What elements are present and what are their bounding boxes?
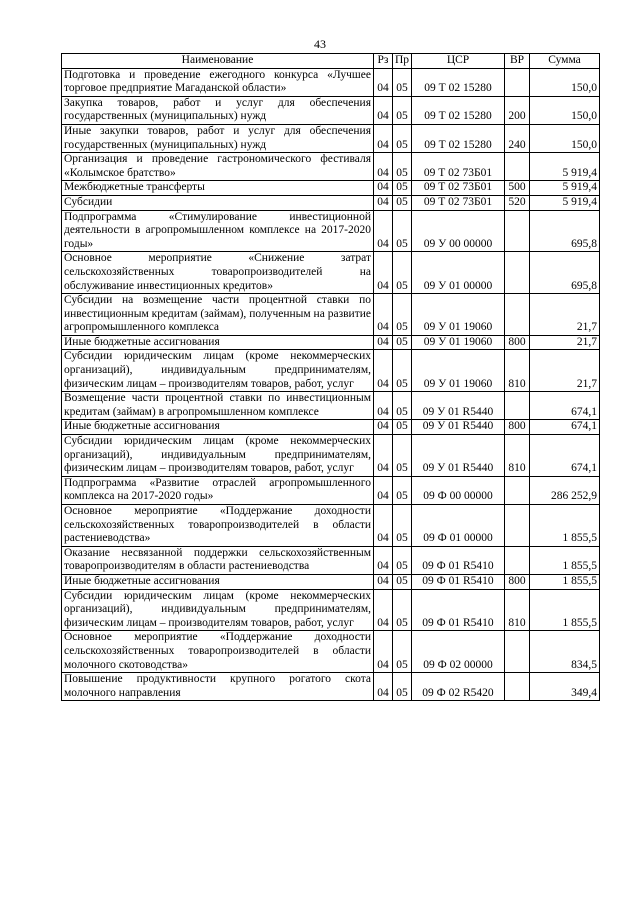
table-row — [62, 631, 600, 673]
table-row — [62, 294, 600, 336]
cell-name: Организация и проведение гастрономического фестиваля «Колымское братство» — [62, 153, 374, 181]
column-header-sum: Сумма — [530, 54, 600, 69]
cell-vr: 800 — [505, 574, 530, 589]
cell-vr — [505, 505, 530, 547]
cell-vr — [505, 631, 530, 673]
cell-rz: 04 — [374, 210, 393, 252]
table-row — [62, 420, 600, 435]
cell-csr: 09 Ф 01 00000 — [412, 505, 505, 547]
cell-csr: 09 У 01 00000 — [412, 252, 505, 294]
cell-name: Иные бюджетные ассигнования — [62, 420, 374, 435]
cell-name: Закупка товаров, работ и услуг для обеспечения государственных (муниципальных) нужд — [62, 96, 374, 124]
cell-pr: 05 — [393, 68, 412, 96]
cell-csr: 09 У 01 R5440 — [412, 420, 505, 435]
cell-name: Подпрограмма «Развитие отраслей агропромышленного комплекса на 2017-2020 годы» — [62, 476, 374, 504]
table-row — [62, 574, 600, 589]
cell-rz: 04 — [374, 252, 393, 294]
cell-pr: 05 — [393, 350, 412, 392]
cell-rz: 04 — [374, 435, 393, 477]
table-row — [62, 505, 600, 547]
cell-csr: 09 Т 02 73Б01 — [412, 195, 505, 210]
cell-pr: 05 — [393, 294, 412, 336]
table-row — [62, 392, 600, 420]
cell-csr: 09 У 01 19060 — [412, 294, 505, 336]
cell-rz: 04 — [374, 124, 393, 152]
cell-name: Субсидии юридическим лицам (кроме некоммерческих организаций), индивидуальным предпринимателям, физическим лицам – производителям товаров, работ, услуг — [62, 435, 374, 477]
cell-sum: 349,4 — [530, 673, 600, 701]
cell-sum: 5 919,4 — [530, 181, 600, 196]
cell-csr: 09 У 00 00000 — [412, 210, 505, 252]
cell-sum: 286 252,9 — [530, 476, 600, 504]
table-row — [62, 350, 600, 392]
cell-name: Основное мероприятие «Снижение затрат сельскохозяйственных товаропроизводителей на обслуживание инвестиционных кредитов» — [62, 252, 374, 294]
cell-rz: 04 — [374, 420, 393, 435]
cell-sum: 1 855,5 — [530, 574, 600, 589]
cell-name: Повышение продуктивности крупного рогатого скота молочного направления — [62, 673, 374, 701]
cell-sum: 674,1 — [530, 435, 600, 477]
cell-rz: 04 — [374, 153, 393, 181]
cell-vr: 200 — [505, 96, 530, 124]
cell-sum: 5 919,4 — [530, 195, 600, 210]
cell-vr: 810 — [505, 350, 530, 392]
cell-sum: 21,7 — [530, 350, 600, 392]
table-row — [62, 181, 600, 196]
cell-csr: 09 У 01 19060 — [412, 350, 505, 392]
cell-rz: 04 — [374, 574, 393, 589]
cell-csr: 09 У 01 R5440 — [412, 435, 505, 477]
cell-sum: 150,0 — [530, 68, 600, 96]
table-row — [62, 252, 600, 294]
cell-vr: 810 — [505, 589, 530, 631]
cell-pr: 05 — [393, 589, 412, 631]
cell-csr: 09 Т 02 15280 — [412, 96, 505, 124]
cell-vr — [505, 673, 530, 701]
cell-rz: 04 — [374, 181, 393, 196]
cell-csr: 09 Т 02 15280 — [412, 68, 505, 96]
table-row — [62, 96, 600, 124]
cell-csr: 09 Ф 02 00000 — [412, 631, 505, 673]
table-row — [62, 124, 600, 152]
column-header-csr: ЦСР — [412, 54, 505, 69]
cell-pr: 05 — [393, 476, 412, 504]
cell-vr: 800 — [505, 335, 530, 350]
cell-vr — [505, 392, 530, 420]
column-header-pr: Пр — [393, 54, 412, 69]
table-row — [62, 589, 600, 631]
cell-pr: 05 — [393, 673, 412, 701]
cell-vr: 810 — [505, 435, 530, 477]
cell-pr: 05 — [393, 335, 412, 350]
cell-sum: 1 855,5 — [530, 546, 600, 574]
cell-pr: 05 — [393, 435, 412, 477]
table-row — [62, 476, 600, 504]
cell-sum: 695,8 — [530, 252, 600, 294]
cell-pr: 05 — [393, 153, 412, 181]
cell-name: Иные закупки товаров, работ и услуг для обеспечения государственных (муниципальных) нужд — [62, 124, 374, 152]
cell-rz: 04 — [374, 505, 393, 547]
cell-csr: 09 Ф 01 R5410 — [412, 589, 505, 631]
column-header-vr: ВР — [505, 54, 530, 69]
cell-pr: 05 — [393, 96, 412, 124]
cell-pr: 05 — [393, 210, 412, 252]
cell-sum: 150,0 — [530, 124, 600, 152]
cell-sum: 21,7 — [530, 294, 600, 336]
cell-name: Основное мероприятие «Поддержание доходности сельскохозяйственных товаропроизводителей в области растениеводства» — [62, 505, 374, 547]
cell-name: Субсидии юридическим лицам (кроме некоммерческих организаций), индивидуальным предпринимателям, физическим лицам – производителям товаров, работ, услуг — [62, 350, 374, 392]
cell-rz: 04 — [374, 350, 393, 392]
cell-name: Иные бюджетные ассигнования — [62, 574, 374, 589]
cell-csr: 09 Т 02 73Б01 — [412, 153, 505, 181]
cell-rz: 04 — [374, 335, 393, 350]
cell-csr: 09 Т 02 73Б01 — [412, 181, 505, 196]
cell-vr — [505, 294, 530, 336]
cell-vr — [505, 546, 530, 574]
cell-rz: 04 — [374, 589, 393, 631]
cell-vr — [505, 210, 530, 252]
cell-csr: 09 Ф 02 R5420 — [412, 673, 505, 701]
cell-rz: 04 — [374, 195, 393, 210]
table-header-row — [62, 54, 600, 69]
cell-name: Подпрограмма «Стимулирование инвестиционной деятельности в агропромышленном комплексе на 2017-2020 годы» — [62, 210, 374, 252]
cell-rz: 04 — [374, 476, 393, 504]
cell-pr: 05 — [393, 420, 412, 435]
cell-vr: 240 — [505, 124, 530, 152]
cell-sum: 1 855,5 — [530, 505, 600, 547]
cell-csr: 09 Ф 01 R5410 — [412, 574, 505, 589]
cell-rz: 04 — [374, 392, 393, 420]
cell-pr: 05 — [393, 392, 412, 420]
table-row — [62, 546, 600, 574]
cell-pr: 05 — [393, 631, 412, 673]
cell-sum: 674,1 — [530, 420, 600, 435]
cell-vr: 520 — [505, 195, 530, 210]
cell-pr: 05 — [393, 181, 412, 196]
page-number: 43 — [314, 37, 326, 51]
cell-vr: 500 — [505, 181, 530, 196]
cell-pr: 05 — [393, 546, 412, 574]
cell-sum: 150,0 — [530, 96, 600, 124]
cell-pr: 05 — [393, 574, 412, 589]
cell-name: Иные бюджетные ассигнования — [62, 335, 374, 350]
cell-name: Субсидии юридическим лицам (кроме некоммерческих организаций), индивидуальным предпринимателям, физическим лицам – производителям товаров, работ, услуг — [62, 589, 374, 631]
column-header-rz: Рз — [374, 54, 393, 69]
cell-sum: 695,8 — [530, 210, 600, 252]
table-row — [62, 210, 600, 252]
cell-name: Субсидии — [62, 195, 374, 210]
cell-rz: 04 — [374, 631, 393, 673]
cell-csr: 09 У 01 R5440 — [412, 392, 505, 420]
cell-rz: 04 — [374, 68, 393, 96]
cell-rz: 04 — [374, 546, 393, 574]
cell-name: Возмещение части процентной ставки по инвестиционным кредитам (займам) в агропромышленном комплексе — [62, 392, 374, 420]
cell-sum: 1 855,5 — [530, 589, 600, 631]
table-row — [62, 335, 600, 350]
cell-vr — [505, 252, 530, 294]
table-row — [62, 153, 600, 181]
cell-name: Подготовка и проведение ежегодного конкурса «Лучшее торговое предприятие Магаданской области» — [62, 68, 374, 96]
cell-csr: 09 У 01 19060 — [412, 335, 505, 350]
cell-name: Основное мероприятие «Поддержание доходности сельскохозяйственных товаропроизводителей в области молочного скотоводства» — [62, 631, 374, 673]
cell-vr — [505, 68, 530, 96]
cell-pr: 05 — [393, 252, 412, 294]
cell-pr: 05 — [393, 124, 412, 152]
cell-csr: 09 Ф 01 R5410 — [412, 546, 505, 574]
cell-sum: 674,1 — [530, 392, 600, 420]
table-row — [62, 435, 600, 477]
cell-name: Межбюджетные трансферты — [62, 181, 374, 196]
cell-vr — [505, 153, 530, 181]
cell-pr: 05 — [393, 505, 412, 547]
cell-sum: 5 919,4 — [530, 153, 600, 181]
cell-rz: 04 — [374, 294, 393, 336]
table-row — [62, 673, 600, 701]
column-header-name: Наименование — [62, 54, 374, 69]
table-row — [62, 195, 600, 210]
cell-sum: 21,7 — [530, 335, 600, 350]
cell-csr: 09 Ф 00 00000 — [412, 476, 505, 504]
cell-name: Субсидии на возмещение части процентной ставки по инвестиционным кредитам (займам), полученным на развитие агропромышленного комплекса — [62, 294, 374, 336]
cell-sum: 834,5 — [530, 631, 600, 673]
cell-name: Оказание несвязанной поддержки сельскохозяйственным товаропроизводителям в области растениеводства — [62, 546, 374, 574]
cell-vr: 800 — [505, 420, 530, 435]
cell-csr: 09 Т 02 15280 — [412, 124, 505, 152]
table-row — [62, 68, 600, 96]
cell-vr — [505, 476, 530, 504]
cell-rz: 04 — [374, 673, 393, 701]
cell-rz: 04 — [374, 96, 393, 124]
cell-pr: 05 — [393, 195, 412, 210]
budget-table — [61, 53, 600, 701]
